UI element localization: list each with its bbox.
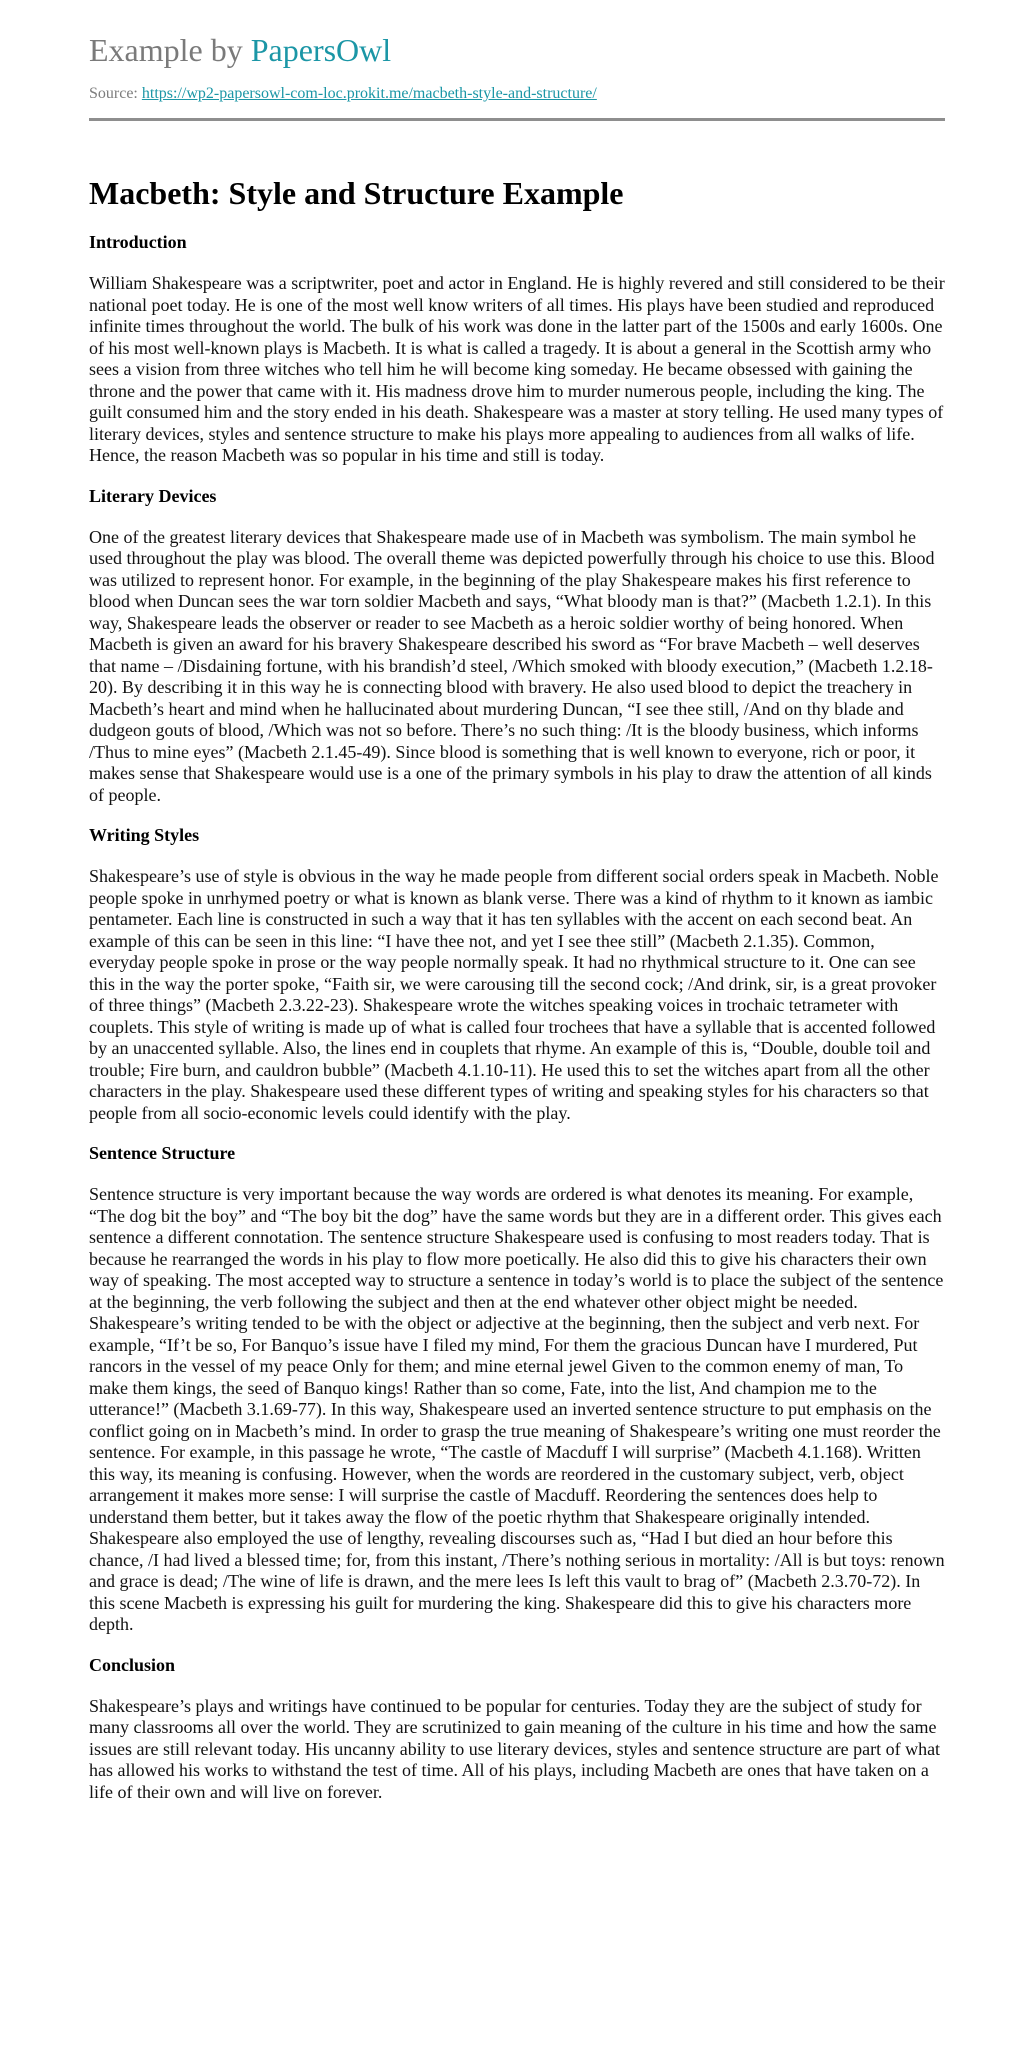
section-writing-styles: [89, 824, 945, 1124]
brand-prefix: Example by: [89, 32, 243, 68]
source-label: Source:: [89, 85, 138, 102]
header-divider: [89, 118, 945, 121]
section-paragraph: One of the greatest literary devices that Shakespeare made use of in Macbeth was symbolism. The main symbol he used throughout the play was blood. The overall theme was depicted powerfully through his choice to use this. Blood was utilized to represent honor. For example, in the beginning of the play Shakespeare makes his first reference to blood when Duncan sees the war torn soldier Macbeth and says, “What bloody man is that?” (Macbeth 1.2.1). In this way, Shakespeare leads the observer or reader to see Macbeth as a heroic soldier worthy of being honored. When Macbeth is given an award for his bravery Shakespeare described his sword as “For brave Macbeth – well deserves that name – /Disdaining fortune, with his brandish’d steel, /Which smoked with bloody execution,” (Macbeth 1.2.18-20). By describing it in this way he is connecting blood with bravery. He also used blood to depict the treachery in Macbeth’s heart and mind when he hallucinated about murdering Duncan, “I see thee still, /And on thy blade and dudgeon gouts of blood, /Which was not so before. There’s no such thing: /It is the bloody business, which informs /Thus to mine eyes” (Macbeth 2.1.45-49). Since blood is something that is well known to everyone, rich or poor, it makes sense that Shakespeare would use is a one of the primary symbols in his play to draw the attention of all kinds of people.: [89, 526, 935, 805]
section-paragraph: Shakespeare’s use of style is obvious in the way he made people from different social orders speak in Macbeth. Noble people spoke in unrhymed poetry or what is known as blank verse. There was a kind of rhythm to it known as iambic pentameter. Each line is constructed in such a way that it has ten syllables with the accent on each second beat. An example of this can be seen in this line: “I have thee not, and yet I see thee still” (Macbeth 2.1.35). Common, everyday people spoke in prose or the way people normally speak. It had no rhythmical structure to it. One can see this in the way the porter spoke, “Faith sir, we were carousing till the second cock; /And drink, sir, is a great provoker of three things” (Macbeth 2.3.22-23). Shakespeare wrote the witches speaking voices in trochaic tetrameter with couplets. This style of writing is made up of what is called four trochees that have a syllable that is accented followed by an unaccented syllable. Also, the lines end in couplets that rhyme. An example of this is, “Double, double toil and trouble; Fire burn, and cauldron bubble” (Macbeth 4.1.10-11). He used this to set the witches apart from all the other characters in the play. Shakespeare used these different types of writing and speaking styles for his characters so that people from all socio-economic levels could identify with the play.: [89, 866, 939, 1123]
source-link[interactable]: https://wp2-papersowl-com-loc.prokit.me/macbeth-style-and-structure/: [141, 85, 597, 102]
page-header: [89, 30, 945, 121]
page: [89, 0, 945, 1803]
section-conclusion: [89, 1654, 945, 1804]
document-body: [89, 173, 945, 1803]
section-heading: Introduction: [89, 232, 187, 252]
section-literary-devices: [89, 485, 945, 807]
section-paragraph: William Shakespeare was a scriptwriter, poet and actor in England. He is highly revered and still considered to be their national poet today. He is one of the most well know writers of all times. His plays have been studied and reproduced infinite times throughout the world. The bulk of his work was done in the latter part of the 1500s and early 1600s. One of his most well-known plays is Macbeth. It is what is called a tragedy. It is about a general in the Scottish army who sees a vision from three witches who tell him he will become king someday. He became obsessed with gaining the throne and the power that came with it. His madness drove him to murder numerous people, including the king. The guilt consumed him and the story ended in his death. Shakespeare was a master at story telling. He used many types of literary devices, styles and sentence structure to make his plays more appealing to audiences from all walks of life. Hence, the reason Macbeth was so popular in his time and still is today.: [89, 273, 945, 465]
section-introduction: [89, 231, 945, 467]
section-heading: Literary Devices: [89, 485, 217, 506]
section-heading: Conclusion: [89, 1654, 176, 1675]
brand-name-link[interactable]: PapersOwl: [250, 32, 392, 68]
page-title: Macbeth: Style and Structure Example: [89, 175, 624, 211]
section-heading: Writing Styles: [89, 825, 200, 845]
section-heading: Sentence Structure: [89, 1143, 236, 1163]
section-paragraph: Shakespeare’s plays and writings have continued to be popular for centuries. Today they are the subject of study for many classrooms all over the world. They are scrutinized to gain meaning of the culture in his time and how the same issues are still relevant today. His uncanny ability to use literary devices, styles and sentence structure are part of what has allowed his works to withstand the test of time. All of his plays, including Macbeth are ones that have taken on a life of their own and will live on forever.: [89, 1695, 941, 1802]
source-line: [89, 84, 945, 104]
brand-line: [89, 30, 945, 70]
section-sentence-structure: [89, 1142, 945, 1636]
section-paragraph: Sentence structure is very important because the way words are ordered is what denotes its meaning. For example, “The dog bit the boy” and “The boy bit the dog” have the same words but they are in a different order. This gives each sentence a different connotation. The sentence structure Shakespeare used is confusing to most readers today. That is because he rearranged the words in his play to flow more poetically. He also did this to give his characters their own way of speaking. The most accepted way to structure a sentence in today’s world is to place the subject of the sentence at the beginning, the verb following the subject and then at the end whatever other object might be needed. Shakespeare’s writing tended to be with the object or adjective at the beginning, then the subject and verb next. For example, “If’t be so, For Banquo’s issue have I filed my mind, For them the gracious Duncan have I murdered, Put rancors in the vessel of my peace Only for them; and mine eternal jewel Given to the common enemy of man, To make them kings, the seed of Banquo kings! Rather than so come, Fate, into the list, And champion me to the utterance!” (Macbeth 3.1.69-77). In this way, Shakespeare used an inverted sentence structure to put emphasis on the conflict going on in Macbeth’s mind. In order to grasp the true meaning of Shakespeare’s writing one must reorder the sentence. For example, in this passage he wrote, “The castle of Macduff I will surprise” (Macbeth 4.1.168). Written this way, its meaning is confusing. However, when the words are reordered in the customary subject, verb, object arrangement it makes more sense: I will surprise the castle of Macduff. Reordering the sentences does help to understand them better, but it takes away the flow of the poetic rhythm that Shakespeare originally intended. Shakespeare also employed the use of lengthy, revealing discourses such as, “Had I but died an hour before this chance, /I had lived a blessed time; for, from this instant, /There’s nothing serious in mortality: /All is but toys: renown and grace is dead; /The wine of life is drawn, and the mere lees Is left this vault to brag of” (Macbeth 2.3.70-72). In this scene Macbeth is expressing his guilt for murdering the king. Shakespeare did this to give his characters more depth.: [89, 1184, 945, 1634]
